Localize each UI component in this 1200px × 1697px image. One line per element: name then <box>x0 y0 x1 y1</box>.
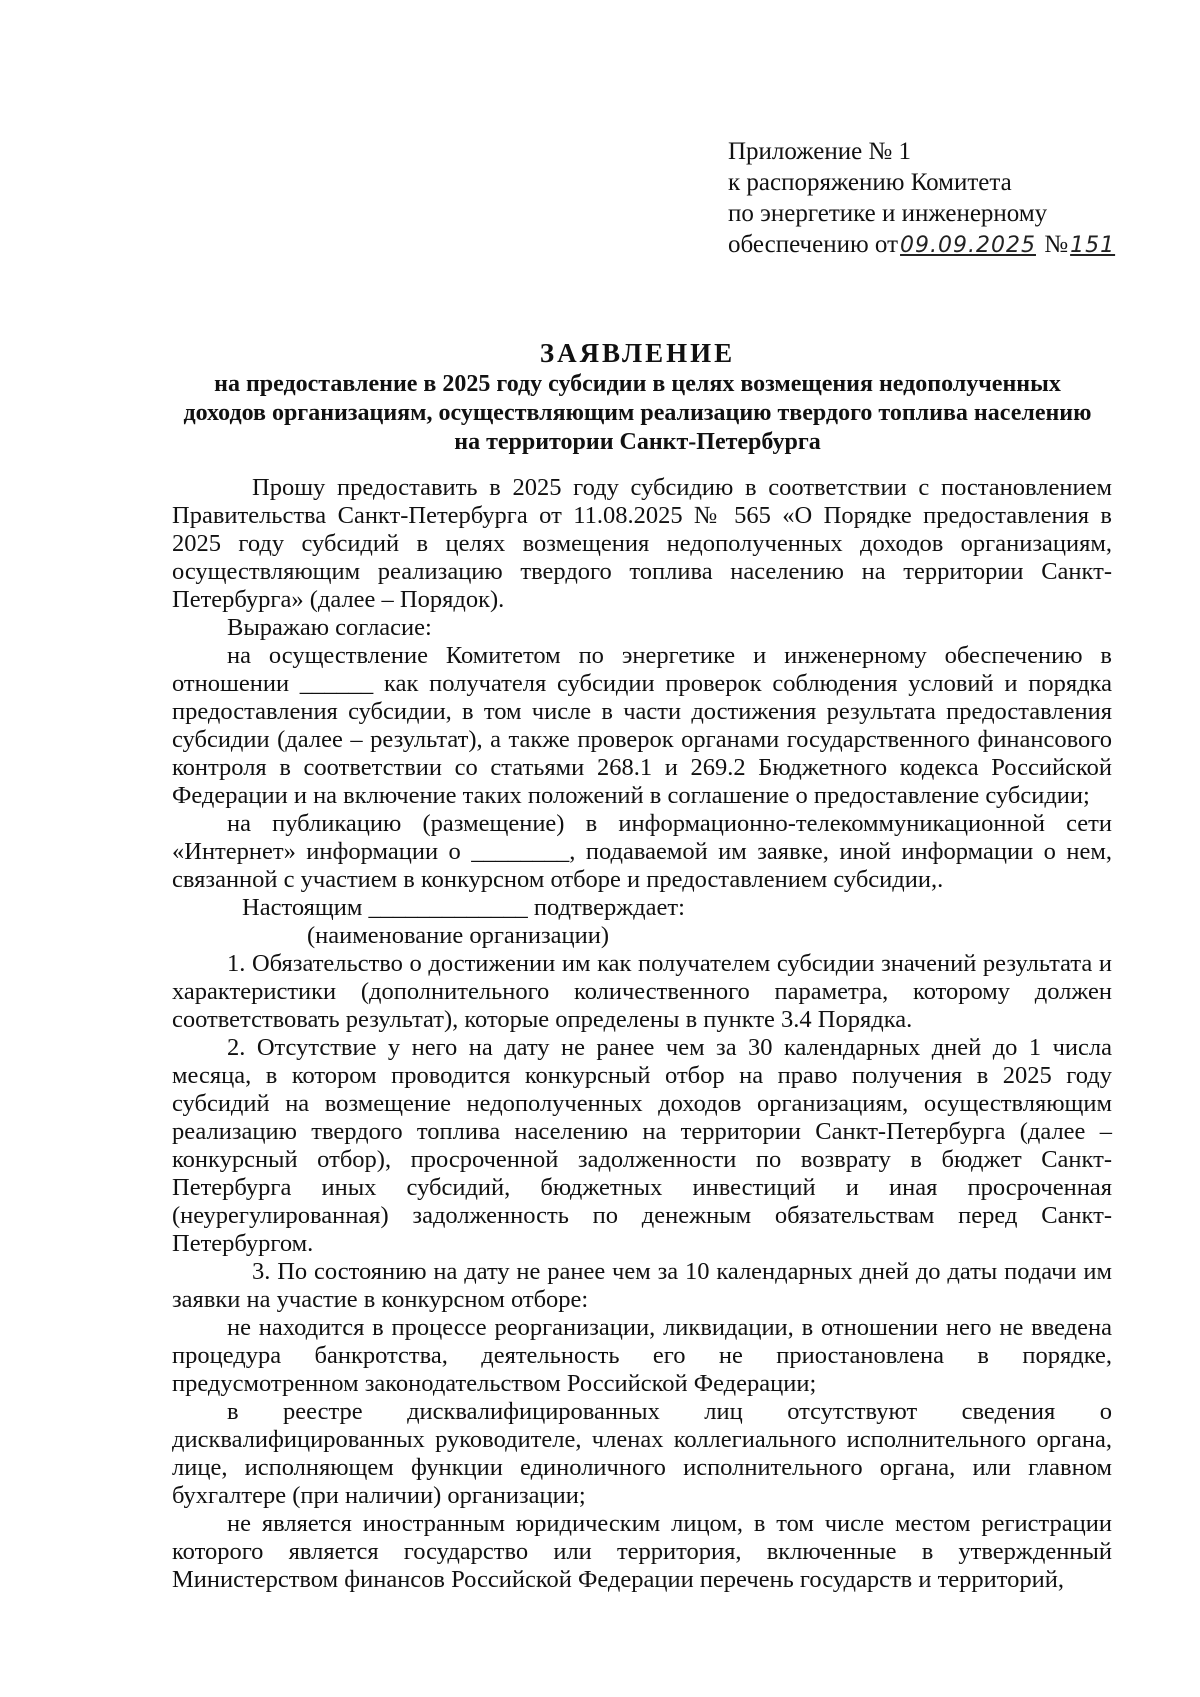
paragraph-item-1: 1. Обязательство о достижении им как получателем субсидии значений результата и характеристики (дополнительного количественного параметра, которому должен соответствовать результат), которые определены в пункте 3.4 Порядка. <box>172 950 1112 1033</box>
document-heading <box>165 336 1110 457</box>
paragraph-request: Прошу предоставить в 2025 году субсидию в соответствии с постановлением Правительства Санкт-Петербурга от 11.08.2025 № 565 «О Порядке предоставления в 2025 году субсидий в целях возмещения недополученных доходов организациям, осуществляющим реализацию твердого топлива населению на территории Санкт-Петербурга» (далее – Порядок). <box>172 474 1112 613</box>
appendix-line-3: по энергетике и инженерному <box>728 200 1048 227</box>
paragraph-item-2: 2. Отсутствие у него на дату не ранее чем за 30 календарных дней до 1 числа месяца, в котором проводится конкурсный отбор на право получения в 2025 году субсидий на возмещение недополученных доходов организациям, осуществляющим реализацию твердого топлива населению на территории Санкт-Петербурга (далее – конкурсный отбор), просроченной задолженности по возврату в бюджет Санкт-Петербурга иных субсидий, бюджетных инвестиций и иная просроченная (неурегулированная) задолженность по денежным обязательствам перед Санкт-Петербургом. <box>172 1034 1112 1257</box>
paragraph-disqualified-registry: в реестре дисквалифицированных лиц отсутствуют сведения о дисквалифицированных руководителе, членах коллегиального исполнительного органа, лице, исполняющем функции единоличного исполнительного органа, или главном бухгалтере (при наличии) организации; <box>172 1398 1112 1509</box>
appendix-date-prefix: обеспечению от <box>728 231 899 258</box>
paragraph-consent-intro: Выражаю согласие: <box>227 614 432 641</box>
paragraph-org-name-note: (наименование организации) <box>307 922 610 949</box>
appendix-line-2: к распоряжению Комитета <box>728 169 1012 196</box>
document-subtitle-2: доходов организациям, осуществляющим реализацию твердого топлива населению <box>183 400 1092 426</box>
paragraph-confirms: Настоящим _____________ подтверждает: <box>242 894 685 921</box>
document-subtitle-1: на предоставление в 2025 году субсидии в целях возмещения недополученных <box>214 371 1061 397</box>
paragraph-not-reorganizing: не находится в процессе реорганизации, ликвидации, в отношении него не введена процедура банкротства, деятельность его не приостановлена в порядке, предусмотренном законодательством Российской Федерации; <box>172 1314 1112 1397</box>
handwritten-number: 151 <box>1070 233 1116 258</box>
paragraph-item-3: 3. По состоянию на дату не ранее чем за 10 календарных дней до даты подачи им заявки на участие в конкурсном отборе: <box>172 1258 1112 1313</box>
paragraph-not-foreign-entity: не является иностранным юридическим лицом, в том числе местом регистрации которого является государство или территория, включенные в утвержденный Министерством финансов Российской Федерации перечень государств и территорий, <box>172 1510 1112 1593</box>
document-subtitle-3: на территории Санкт-Петербурга <box>454 429 821 455</box>
number-label: № <box>1044 231 1069 258</box>
appendix-block <box>728 136 1117 261</box>
appendix-line-4 <box>728 229 1117 261</box>
handwritten-date: 09.09.2025 <box>900 233 1036 258</box>
appendix-line-1: Приложение № 1 <box>728 138 912 165</box>
document-body <box>172 474 1112 1594</box>
paragraph-consent-audit: на осуществление Комитетом по энергетике и инженерному обеспечению в отношении ______ как получателя субсидии проверок соблюдения условий и порядка предоставления субсидии, в том числе в части достижения результата предоставления субсидии (далее – результат), а также проверок органами государственного финансового контроля в соответствии со статьями 268.1 и 269.2 Бюджетного кодекса Российской Федерации и на включение таких положений в соглашение о предоставление субсидии; <box>172 642 1112 809</box>
document-title: ЗАЯВЛЕНИЕ <box>539 338 736 368</box>
paragraph-consent-publication: на публикацию (размещение) в информационно-телекоммуникационной сети «Интернет» информации о ________, подаваемой им заявке, иной информации о нем, связанной с участием в конкурсном отборе и предоставлением субсидии,. <box>172 810 1112 893</box>
